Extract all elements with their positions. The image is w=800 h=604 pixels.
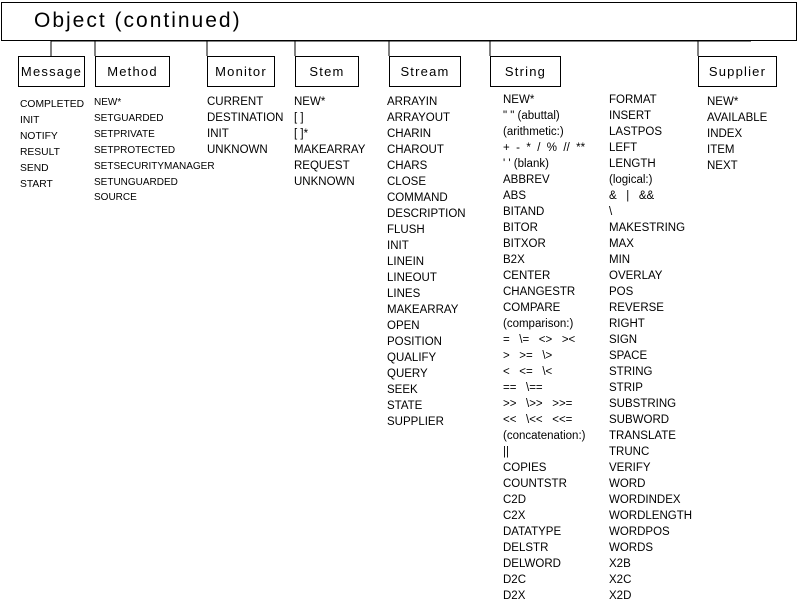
method-item: SETSECURITYMANAGER <box>94 160 215 172</box>
method-item: + - * / % // ** <box>503 142 586 154</box>
method-item: CLOSE <box>387 176 426 188</box>
method-item: LINEOUT <box>387 272 437 284</box>
method-list-supplier <box>707 94 767 174</box>
method-item: NEW* <box>707 96 739 108</box>
class-label-method: Method <box>107 64 158 79</box>
method-item: (comparison:) <box>503 318 574 330</box>
method-item: << \<< <<= <box>503 414 573 426</box>
method-item: WORD <box>609 478 646 490</box>
method-item: \ <box>609 206 613 218</box>
method-item: DESCRIPTION <box>387 208 466 220</box>
method-item: DESTINATION <box>207 111 284 124</box>
class-box-string <box>490 56 561 87</box>
method-item: > >= \> <box>503 350 553 362</box>
method-item: POSITION <box>387 336 442 348</box>
method-item: LINEIN <box>387 256 425 268</box>
method-item: SUBWORD <box>609 414 670 426</box>
method-item: COMMAND <box>387 192 448 204</box>
method-item: VERIFY <box>609 462 651 474</box>
class-box-message <box>18 56 85 87</box>
class-box-stream <box>389 56 461 87</box>
method-item: DELWORD <box>503 558 561 570</box>
method-item: SETUNGUARDED <box>94 176 178 188</box>
method-item: SEND <box>20 162 49 174</box>
method-item: WORDPOS <box>609 526 670 538</box>
method-item: WORDINDEX <box>609 494 681 506</box>
method-item: (logical:) <box>609 174 653 186</box>
method-item: ' ' (blank) <box>503 158 549 170</box>
method-item: SETPRIVATE <box>94 128 155 140</box>
method-item: [ ] <box>294 111 304 124</box>
method-item: SUBSTRING <box>609 398 677 410</box>
class-label-message: Message <box>20 64 83 79</box>
method-item: REQUEST <box>294 159 350 172</box>
method-item: = \= <> >< <box>503 334 576 346</box>
method-item: D2C <box>503 574 527 586</box>
method-item: DATATYPE <box>503 526 562 538</box>
method-item: CHANGESTR <box>503 286 576 298</box>
method-item: COMPLETED <box>20 99 85 110</box>
method-item: INIT <box>207 127 229 140</box>
method-item: UNKNOWN <box>294 175 355 188</box>
method-item: >> \>> >>= <box>503 398 573 410</box>
method-item: CENTER <box>503 270 551 282</box>
method-item: BITOR <box>503 222 538 234</box>
method-item: || <box>503 446 509 458</box>
method-item: WORDLENGTH <box>609 510 693 522</box>
method-list-monitor <box>207 95 283 159</box>
method-item: C2D <box>503 494 527 506</box>
method-item: SETGUARDED <box>94 112 164 124</box>
class-label-supplier: Supplier <box>708 64 767 79</box>
method-item: BITAND <box>503 206 545 218</box>
method-list-method <box>94 95 215 206</box>
method-item: INIT <box>20 114 40 126</box>
method-item: " " (abuttal) <box>503 110 560 122</box>
method-item: COUNTSTR <box>503 478 567 490</box>
class-box-method <box>95 56 170 87</box>
method-item: STRIP <box>609 382 643 394</box>
method-item: CURRENT <box>207 96 264 108</box>
method-item: SPACE <box>609 350 648 362</box>
method-item: LASTPOS <box>609 126 663 138</box>
method-item: LINES <box>387 288 421 300</box>
method-item: INSERT <box>609 110 651 122</box>
method-item: ABBREV <box>503 174 550 186</box>
method-item: STRING <box>609 366 653 378</box>
method-item: CHARIN <box>387 128 432 140</box>
method-item: POS <box>609 286 634 298</box>
method-item: (concatenation:) <box>503 430 586 442</box>
method-item: X2B <box>609 558 631 570</box>
method-item: INDEX <box>707 128 743 140</box>
method-item: TRANSLATE <box>609 430 676 442</box>
method-item: ARRAYIN <box>387 96 438 108</box>
method-item: D2X <box>503 590 526 602</box>
method-item: RIGHT <box>609 318 645 330</box>
method-item: FLUSH <box>387 224 425 236</box>
class-box-stem <box>295 56 359 87</box>
method-list-stream <box>387 94 466 430</box>
class-label-stem: Stem <box>309 64 345 79</box>
class-label-monitor: Monitor <box>215 64 267 79</box>
method-item: C2X <box>503 510 526 522</box>
method-item: INIT <box>387 240 409 252</box>
method-item: QUALIFY <box>387 352 437 364</box>
method-item: B2X <box>503 254 525 266</box>
method-item: SIGN <box>609 334 638 346</box>
method-item: QUERY <box>387 368 428 380</box>
method-item: TRUNC <box>609 446 650 458</box>
class-label-stream: Stream <box>400 64 450 79</box>
method-item: SUPPLIER <box>387 416 444 428</box>
method-item: NEW* <box>94 97 122 108</box>
method-item: RESULT <box>20 146 60 158</box>
method-item: COMPARE <box>503 302 561 314</box>
method-item: == \== <box>503 382 543 394</box>
class-label-string: String <box>504 64 547 79</box>
method-item: WORDS <box>609 542 654 554</box>
method-item: COPIES <box>503 462 547 474</box>
method-item: MAX <box>609 238 634 250</box>
method-list-string <box>503 92 585 604</box>
method-item: NEXT <box>707 160 738 172</box>
object-class-label: Object (continued) <box>34 9 242 32</box>
method-item: SOURCE <box>94 192 137 204</box>
method-list-stem <box>294 95 365 190</box>
method-item: [ ]* <box>294 127 309 140</box>
method-item: STATE <box>387 400 423 412</box>
method-item: MIN <box>609 254 631 266</box>
method-item: CHAROUT <box>387 144 444 156</box>
method-item: CHARS <box>387 160 428 172</box>
method-item: START <box>20 178 53 190</box>
class-box-monitor <box>207 56 275 87</box>
method-item: NEW* <box>503 94 535 106</box>
method-list-string-col2 <box>609 92 692 604</box>
method-item: SEEK <box>387 384 418 396</box>
method-item: NEW* <box>294 96 326 108</box>
object-class-box <box>1 2 797 41</box>
method-item: OVERLAY <box>609 270 663 282</box>
method-item: ARRAYOUT <box>387 112 451 124</box>
method-item: REVERSE <box>609 302 664 314</box>
method-item: DELSTR <box>503 542 549 554</box>
method-list-message <box>20 97 84 192</box>
method-item: X2C <box>609 574 632 586</box>
method-item: AVAILABLE <box>707 112 768 124</box>
method-item: (arithmetic:) <box>503 126 564 138</box>
method-item: NOTIFY <box>20 130 58 142</box>
method-item: SETPROTECTED <box>94 144 176 156</box>
method-item: X2D <box>609 590 632 602</box>
method-item: OPEN <box>387 320 420 332</box>
method-item: ABS <box>503 190 527 202</box>
method-item: MAKESTRING <box>609 222 686 234</box>
method-item: MAKEARRAY <box>294 143 366 156</box>
method-item: < <= \< <box>503 366 553 378</box>
method-item: BITXOR <box>503 238 546 250</box>
method-item: MAKEARRAY <box>387 304 459 316</box>
method-item: LENGTH <box>609 158 656 170</box>
class-box-supplier <box>698 56 777 87</box>
method-item: ITEM <box>707 144 735 156</box>
method-item: UNKNOWN <box>207 143 268 156</box>
method-item: FORMAT <box>609 94 657 106</box>
method-item: LEFT <box>609 142 638 154</box>
method-item: & | && <box>609 190 655 202</box>
